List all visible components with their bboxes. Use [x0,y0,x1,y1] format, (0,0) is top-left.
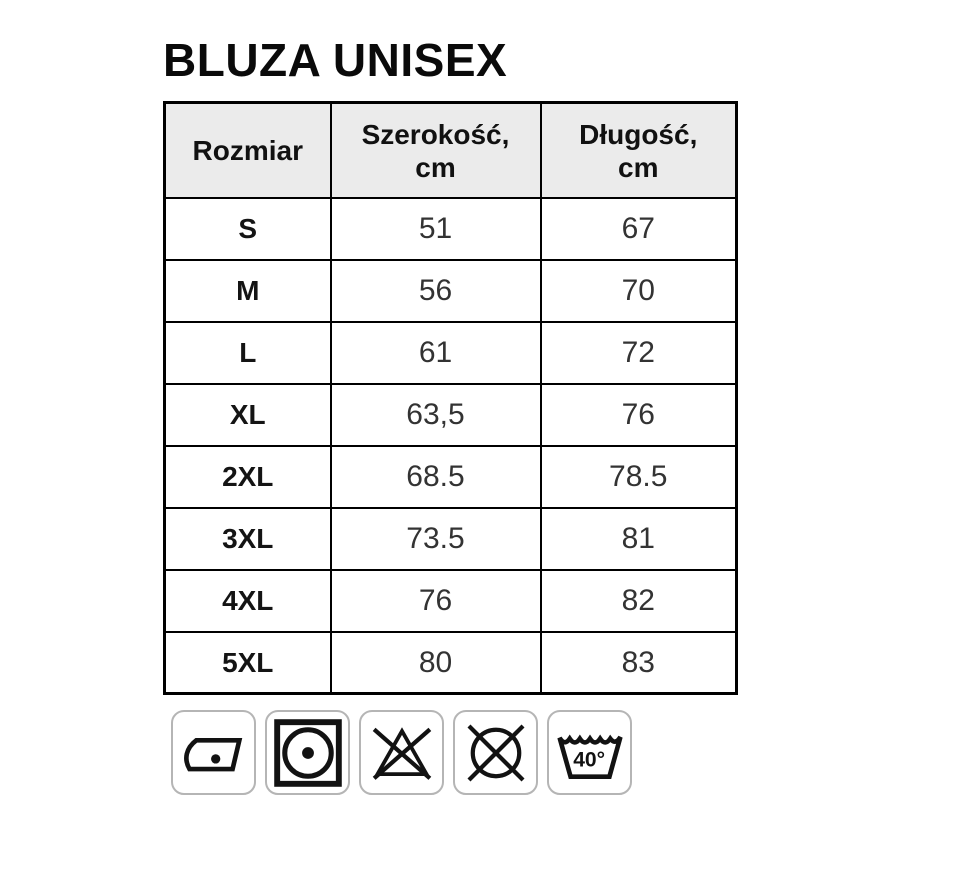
column-header-width [331,103,541,198]
size-cell: 2XL [165,446,331,508]
length-cell: 76 [541,384,737,446]
length-cell: 78.5 [541,446,737,508]
length-cell: 72 [541,322,737,384]
table-row [165,446,737,508]
care-tile [453,710,538,795]
care-tile [265,710,350,795]
size-cell: 3XL [165,508,331,570]
length-cell: 67 [541,198,737,260]
header-row [165,103,737,198]
table-row [165,322,737,384]
size-table [163,101,738,695]
column-header-line: cm [415,151,456,183]
wash-40-icon [552,715,628,791]
size-cell: S [165,198,331,260]
length-cell: 70 [541,260,737,322]
column-header-length [541,103,737,198]
size-cell: 5XL [165,632,331,694]
iron-one-dot-icon [176,715,252,791]
length-cell: 81 [541,508,737,570]
tumble-dry-one-dot-icon [270,715,346,791]
care-tile [547,710,632,795]
width-cell: 63,5 [331,384,541,446]
care-tile [359,710,444,795]
width-cell: 73.5 [331,508,541,570]
width-cell: 61 [331,322,541,384]
table-row [165,508,737,570]
width-cell: 51 [331,198,541,260]
size-cell: XL [165,384,331,446]
page-title: BLUZA UNISEX [163,34,508,86]
table-row [165,198,737,260]
width-cell: 80 [331,632,541,694]
wash-temperature-label: 40° [572,748,605,772]
column-header-line: cm [618,151,659,183]
width-cell: 76 [331,570,541,632]
column-header-size [165,103,331,198]
length-cell: 83 [541,632,737,694]
width-cell: 68.5 [331,446,541,508]
table-row [165,384,737,446]
size-cell: L [165,322,331,384]
do-not-dry-clean-icon [458,715,534,791]
width-cell: 56 [331,260,541,322]
size-cell: M [165,260,331,322]
table-row [165,570,737,632]
table-row [165,260,737,322]
table-row [165,632,737,694]
care-tile [171,710,256,795]
size-cell: 4XL [165,570,331,632]
do-not-bleach-icon [364,715,440,791]
column-header-line: Szerokość, [361,118,510,150]
care-symbols-row [171,710,800,795]
length-cell: 82 [541,570,737,632]
column-header-line: Rozmiar [192,135,303,167]
column-header-line: Długość, [579,118,698,150]
